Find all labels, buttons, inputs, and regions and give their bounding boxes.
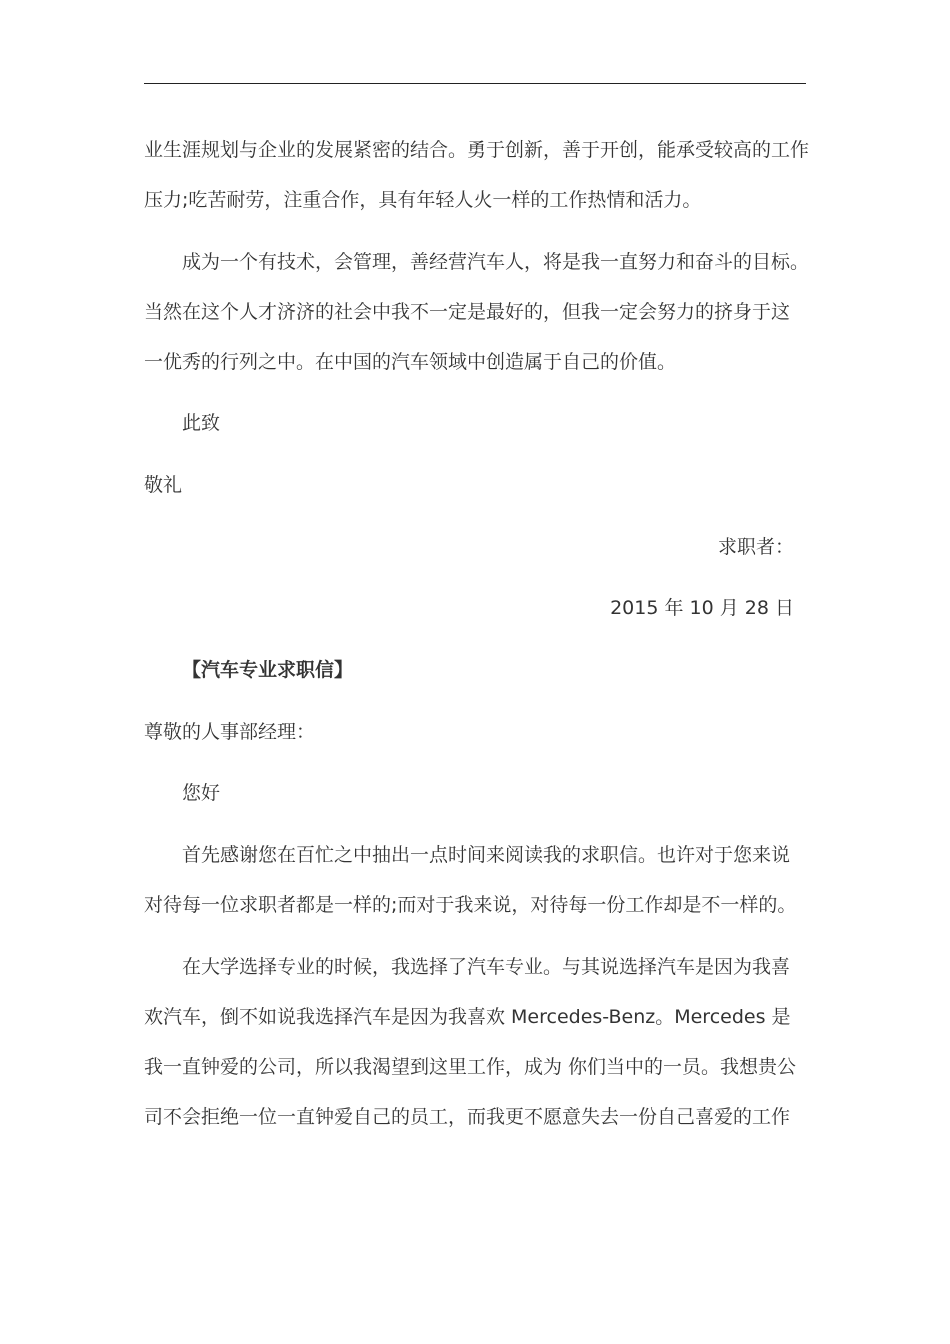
section-title: 【汽车专业求职信】 xyxy=(182,659,354,681)
salute-text: 敬礼 xyxy=(144,474,183,496)
body-line: 对待每一位求职者都是一样的;而对于我来说，对待每一份工作却是不一样的。 xyxy=(144,894,797,916)
body-line: 业生涯规划与企业的发展紧密的结合。勇于创新，善于开创，能承受较高的工作 xyxy=(144,139,810,161)
hello-text: 您好 xyxy=(182,782,221,804)
body-line: 首先感谢您在百忙之中抽出一点时间来阅读我的求职信。也许对于您来说 xyxy=(182,844,791,866)
closing-text: 此致 xyxy=(182,412,221,434)
body-line: 成为一个有技术，会管理，善经营汽车人，将是我一直努力和奋斗的目标。 xyxy=(182,251,810,273)
signer-label: 求职者： xyxy=(717,536,794,558)
body-line: 当然在这个人才济济的社会中我不一定是最好的，但我一定会努力的挤身于这 xyxy=(144,301,791,323)
body-line: 欢汽车，倒不如说我选择汽车是因为我喜欢 Mercedes-Benz。Mercedes 是 xyxy=(144,1006,791,1028)
greeting-text: 尊敬的人事部经理： xyxy=(144,721,316,743)
body-line: 我一直钟爱的公司，所以我渴望到这里工作，成为 你们当中的一员。我想贵公 xyxy=(144,1056,797,1078)
header-rule xyxy=(144,83,806,84)
body-line: 一优秀的行列之中。在中国的汽车领域中创造属于自己的价值。 xyxy=(144,351,677,373)
body-line: 司不会拒绝一位一直钟爱自己的员工，而我更不愿意失去一份自己喜爱的工作 xyxy=(144,1106,791,1128)
body-line: 压力;吃苦耐劳，注重合作，具有年轻人火一样的工作热情和活力。 xyxy=(144,189,702,211)
body-line: 在大学选择专业的时候，我选择了汽车专业。与其说选择汽车是因为我喜 xyxy=(182,956,791,978)
letter-date: 2015 年 10 月 28 日 xyxy=(610,597,794,619)
